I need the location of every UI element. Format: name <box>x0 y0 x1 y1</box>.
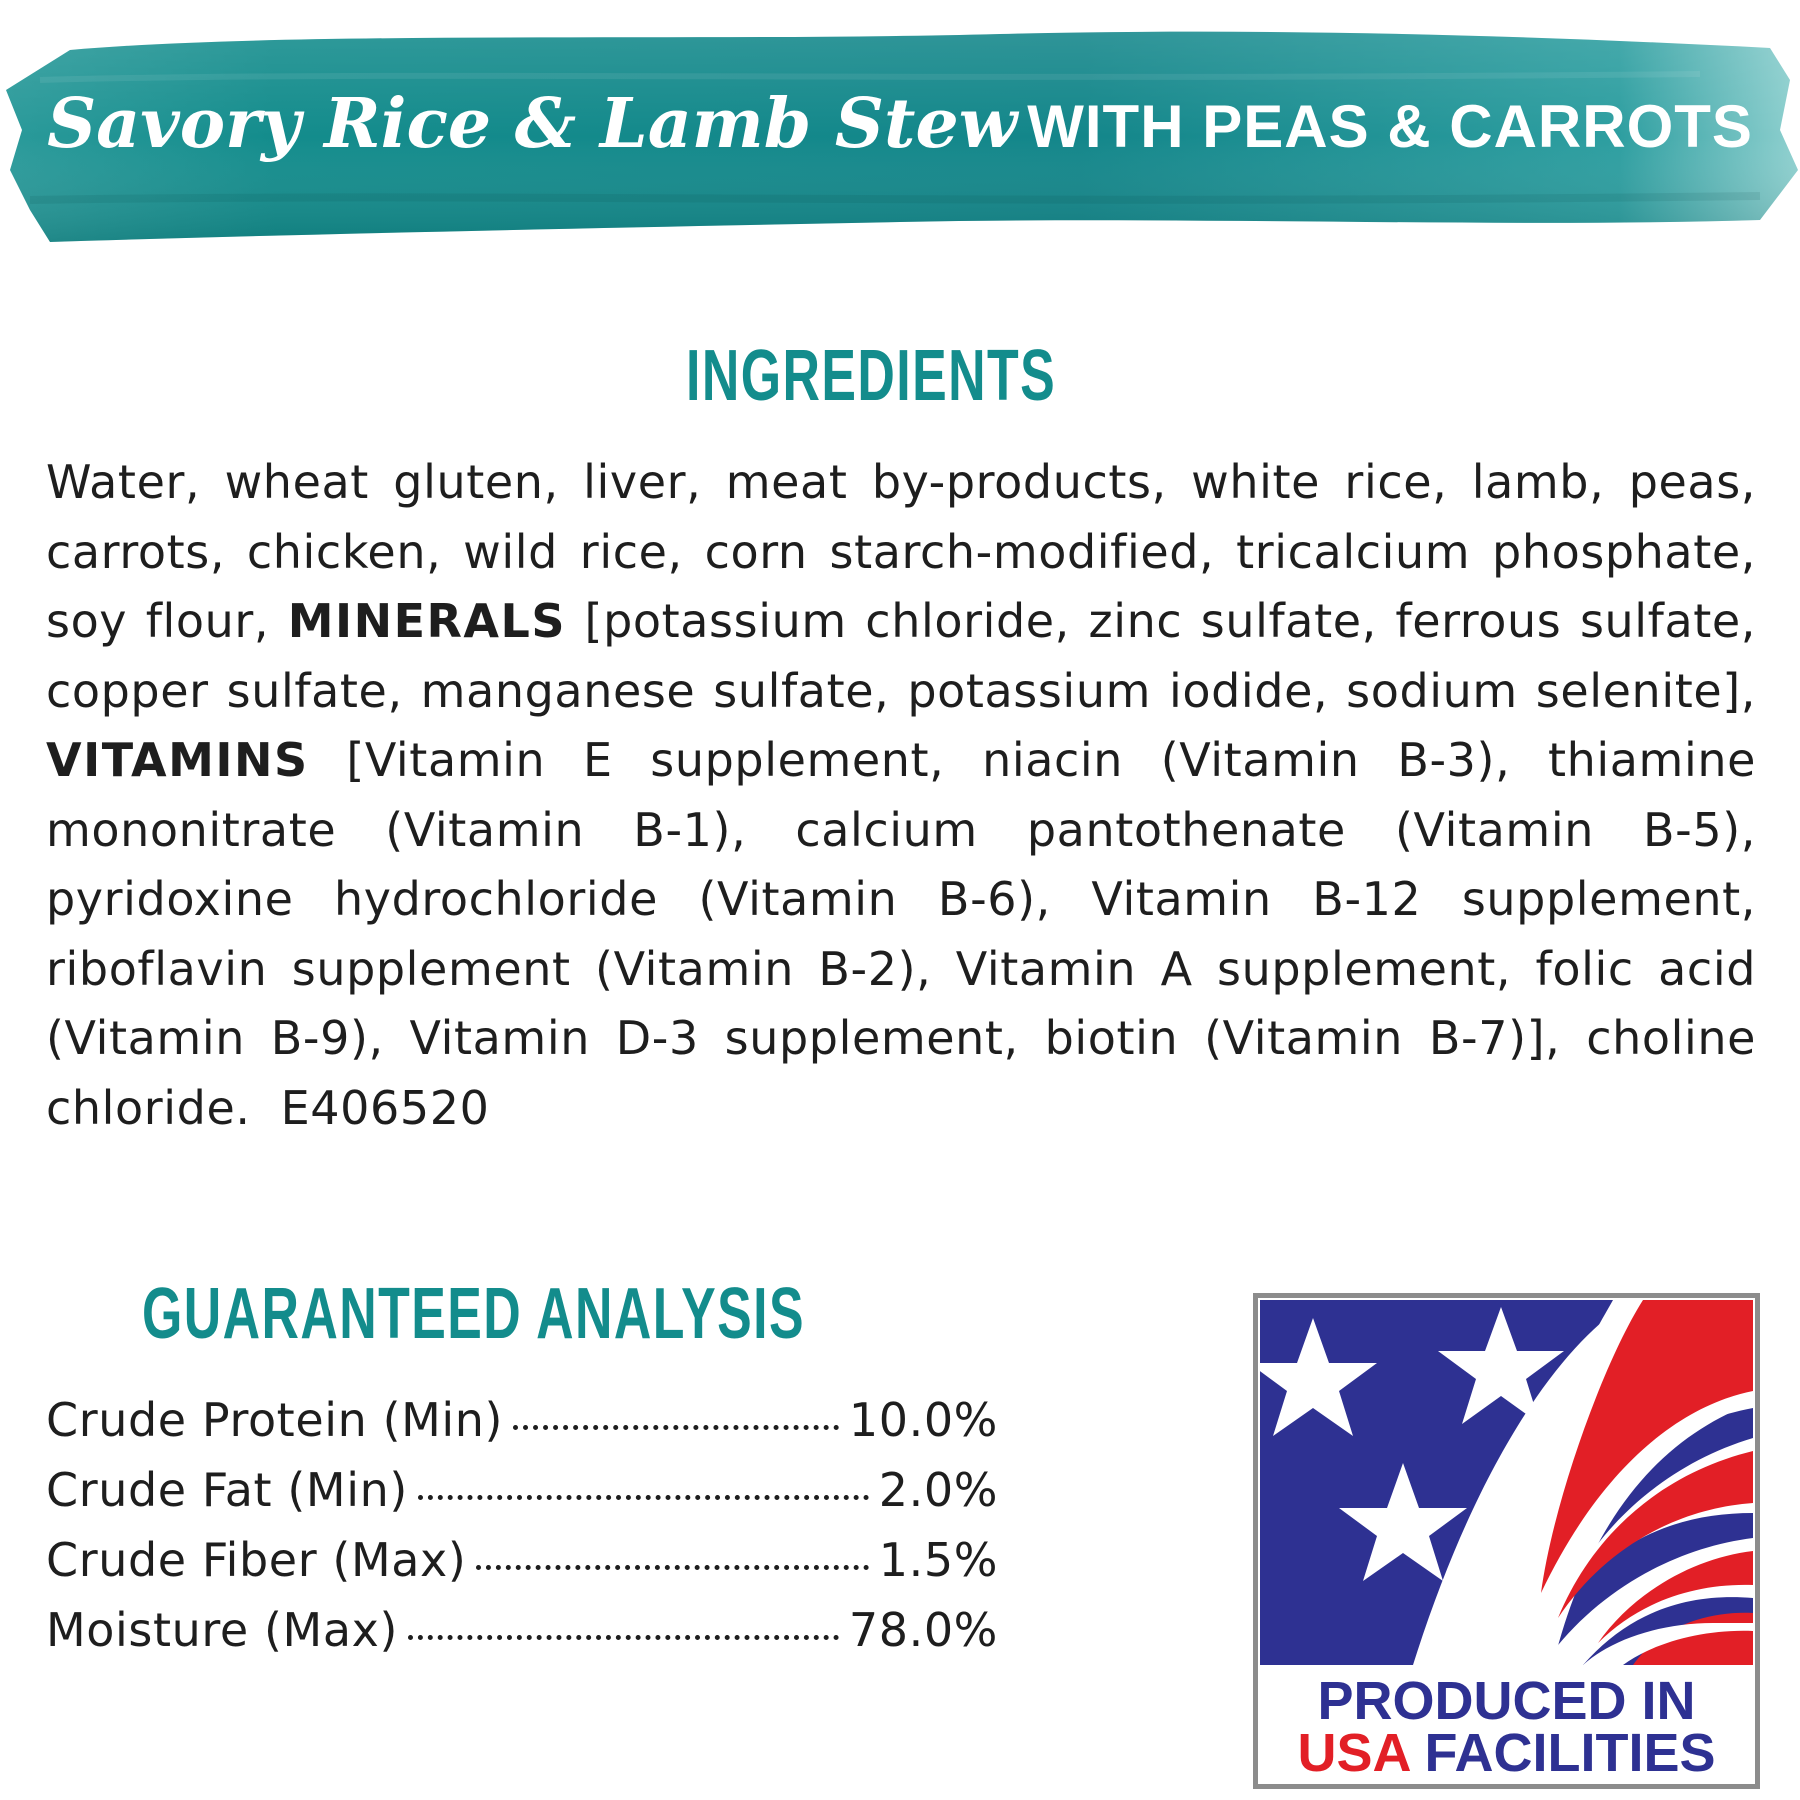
product-title <box>0 84 1800 164</box>
analysis-label: Crude Protein (Min) <box>46 1393 504 1447</box>
analysis-label: Crude Fat (Min) <box>46 1463 408 1517</box>
lot-code: E406520 <box>280 1080 490 1135</box>
analysis-heading: GUARANTEED ANALYSIS <box>142 1274 805 1354</box>
analysis-value: 10.0% <box>848 1393 998 1447</box>
product-title-subtitle: WITH PEAS & CARROTS <box>1027 93 1753 160</box>
analysis-row-moisture <box>46 1600 998 1670</box>
header-banner <box>0 20 1800 260</box>
dot-leader <box>513 1390 839 1436</box>
badge-line-1: PRODUCED IN <box>1317 1671 1696 1731</box>
badge-facilities-text: FACILITIES <box>1424 1723 1716 1783</box>
vitamins-label: VITAMINS <box>46 733 309 787</box>
vitamins-list: [Vitamin E supplement, niacin (Vitamin B-3), thiamine mononitrate (Vitamin B-1), calcium pantothenate (Vitamin B-5), pyridoxine hydrochloride (Vitamin B-6), Vitamin B-12 supplement, riboflavin supplement (Vitamin B-2), Vitamin A supplement, folic acid (Vitamin B-9), Vitamin D-3 supplement, biotin (Vitamin B-7)], choline chloride. <box>46 733 1756 1135</box>
analysis-label: Moisture (Max) <box>46 1603 398 1657</box>
ingredients-heading: INGREDIENTS <box>686 336 1057 416</box>
analysis-row-protein <box>46 1390 998 1460</box>
dot-leader <box>408 1600 839 1646</box>
ingredients-main-text: Water, wheat gluten, liver, meat by-products, white rice, lamb, peas, carrots, chicken, wild rice, corn starch-modified, tricalcium phosphate, soy flour, <box>46 455 1756 648</box>
dot-leader <box>476 1530 868 1576</box>
analysis-value: 1.5% <box>878 1533 998 1587</box>
minerals-list: [potassium chloride, zinc sulfate, ferrous sulfate, copper sulfate, manganese sulfate, potassium iodide, sodium selenite], <box>46 594 1756 718</box>
dot-leader <box>418 1460 869 1506</box>
analysis-value: 78.0% <box>848 1603 998 1657</box>
product-title-script: Savory Rice & Lamb Stew <box>47 84 1018 164</box>
badge-line-2 <box>1253 1723 1760 1783</box>
analysis-table <box>46 1390 998 1670</box>
analysis-row-fat <box>46 1460 998 1530</box>
analysis-value: 2.0% <box>878 1463 998 1517</box>
ingredients-list <box>46 448 1756 1143</box>
badge-usa-text: USA <box>1297 1723 1410 1783</box>
minerals-label: MINERALS <box>287 594 566 648</box>
produced-in-usa-badge <box>1253 1293 1760 1789</box>
analysis-label: Crude Fiber (Max) <box>46 1533 467 1587</box>
analysis-row-fiber <box>46 1530 998 1600</box>
